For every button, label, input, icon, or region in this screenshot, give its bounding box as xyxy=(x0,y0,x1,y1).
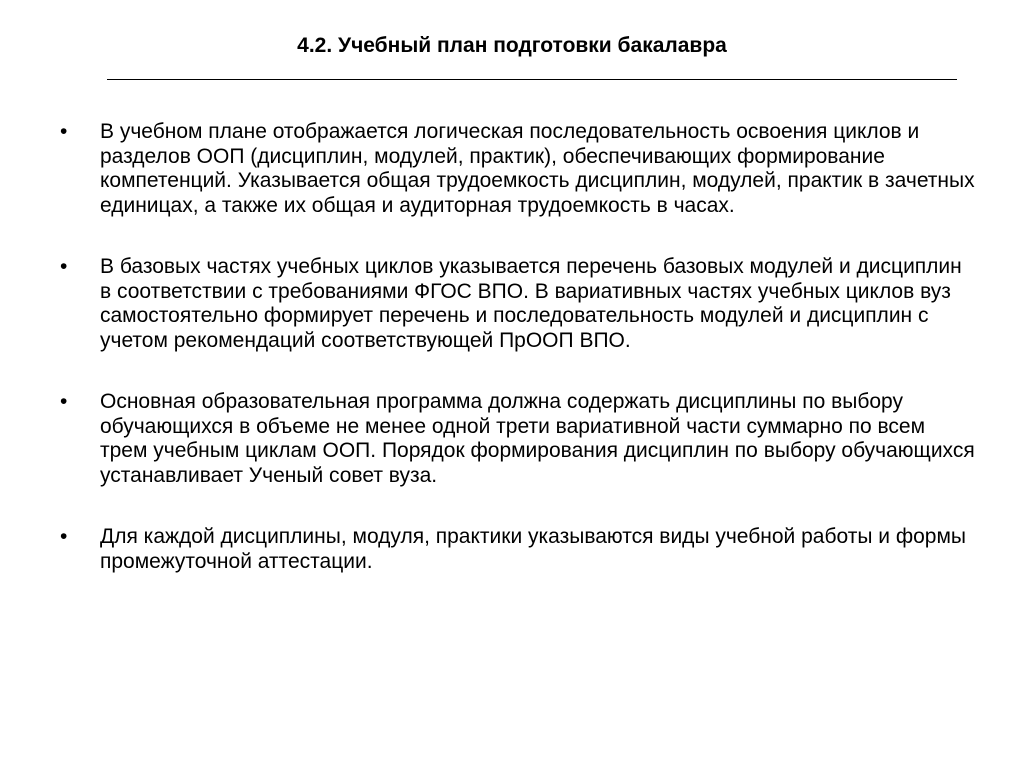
bullet-dot-icon: • xyxy=(60,525,68,548)
title-underline xyxy=(107,79,957,80)
bullet-item xyxy=(56,390,976,488)
bullet-text: В учебном плане отображается логическая последовательность освоения циклов и разделов ООП (дисциплин, модулей, практик), обеспечивающих формирование компетенций. Указывается общая трудоемкость дисциплин, модулей, практик в зачетных единицах, а также их общая и аудиторная трудоемкость в часах. xyxy=(100,120,975,217)
bullet-text: В базовых частях учебных циклов указывается перечень базовых модулей и дисциплин в соответствии с требованиями ФГОС ВПО. В вариативных частях учебных циклов вуз самостоятельно формирует перечень и последовательность модулей и дисциплин с учетом рекомендаций соответствующей ПрООП ВПО. xyxy=(100,255,962,352)
bullet-dot-icon: • xyxy=(60,390,68,413)
bullet-dot-icon: • xyxy=(60,120,68,143)
bullet-item xyxy=(56,255,976,353)
bullet-dot-icon: • xyxy=(60,255,68,278)
bullet-list xyxy=(56,120,976,574)
bullet-text: Основная образовательная программа должна содержать дисциплины по выбору обучающихся в объеме не менее одной трети вариативной части суммарно по всем трем учебным циклам ООП. Порядок формирования дисциплин по выбору обучающихся устанавливает Ученый совет вуза. xyxy=(100,390,975,487)
bullet-item xyxy=(56,120,976,218)
bullet-text: Для каждой дисциплины, модуля, практики указываются виды учебной работы и формы промежуточной аттестации. xyxy=(100,525,967,573)
bullet-item xyxy=(56,525,976,574)
slide-title: 4.2. Учебный план подготовки бакалавра xyxy=(297,34,727,57)
